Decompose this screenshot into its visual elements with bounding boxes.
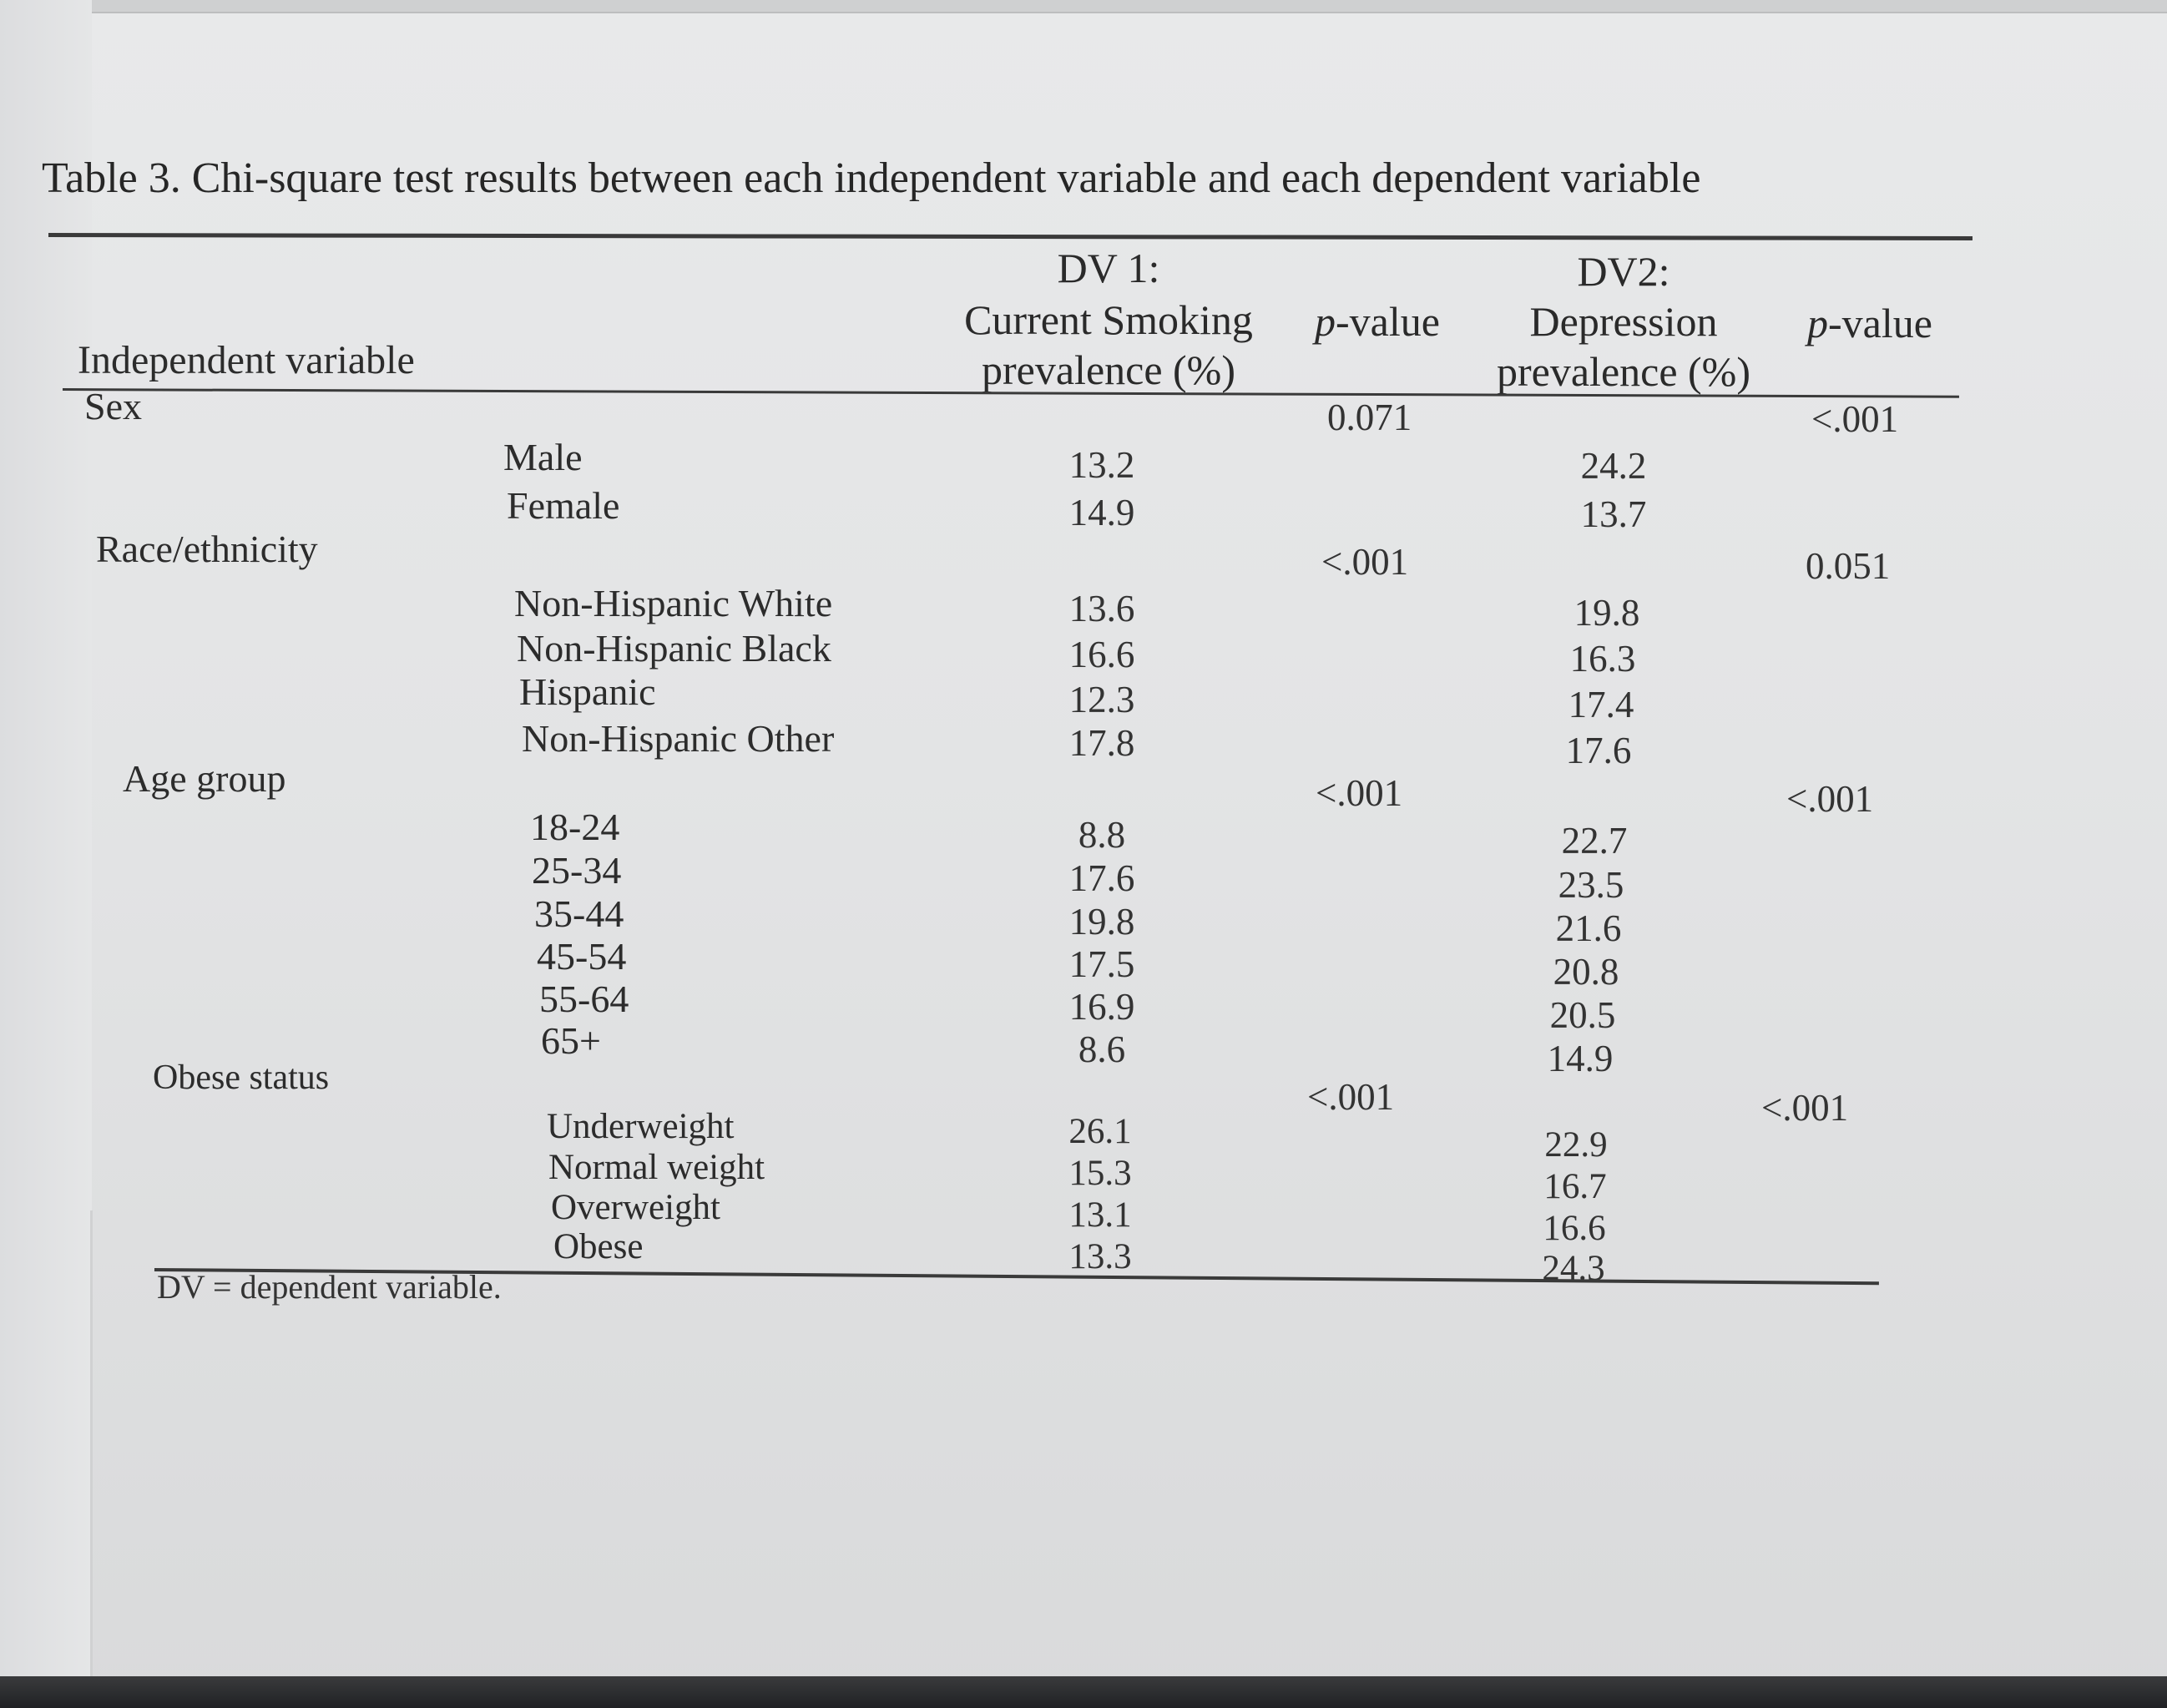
cell-smoking-age-55-64: 16.9 [1068, 986, 1135, 1028]
header-dv2-unit: prevalence (%) [1497, 348, 1750, 395]
row-label-age-18-24: 18-24 [530, 806, 620, 848]
row-label-underweight: Underweight [547, 1107, 735, 1146]
group-label-obese-status: Obese status [153, 1059, 330, 1097]
pvalue-smoking-race: <.001 [1321, 541, 1409, 583]
pvalue-smoking-age: <.001 [1316, 772, 1403, 814]
header-dv2-description: Depression [1529, 298, 1718, 345]
cell-smoking-obese: 13.3 [1068, 1237, 1132, 1276]
table-title: Table 3. Chi-square test results between each independent variable and each dependent variable [42, 154, 1701, 202]
table-footnote: DV = dependent variable. [157, 1268, 502, 1306]
cell-depression-underweight: 22.9 [1544, 1125, 1608, 1165]
header-pvalue-smoking-italic: p [1315, 298, 1336, 345]
row-label-age-35-44: 35-44 [534, 892, 624, 935]
header-pvalue-smoking-text: -value [1336, 298, 1440, 345]
cell-depression-age-25-34: 23.5 [1558, 864, 1624, 906]
cell-smoking-normal-weight: 15.3 [1068, 1154, 1132, 1193]
cell-depression-nh-other: 17.6 [1565, 730, 1632, 771]
header-dv1-unit: prevalence (%) [982, 346, 1235, 393]
cell-smoking-age-45-54: 17.5 [1068, 943, 1135, 985]
table-top-rule [48, 233, 1973, 240]
cell-depression-hispanic: 17.4 [1568, 684, 1634, 725]
cell-depression-nh-white: 19.8 [1573, 592, 1640, 634]
row-label-non-hispanic-black: Non-Hispanic Black [517, 627, 831, 670]
cell-smoking-age-18-24: 8.8 [1078, 814, 1126, 856]
row-label-age-25-34: 25-34 [532, 849, 622, 892]
cell-depression-age-55-64: 20.5 [1549, 994, 1616, 1036]
cell-smoking-age-25-34: 17.6 [1068, 857, 1135, 899]
cell-smoking-age-65-plus: 8.6 [1078, 1028, 1126, 1070]
row-label-hispanic: Hispanic [519, 670, 656, 713]
cell-depression-age-45-54: 20.8 [1553, 951, 1619, 993]
pvalue-depression-sex: <.001 [1811, 398, 1899, 440]
group-label-race-ethnicity: Race/ethnicity [96, 528, 318, 570]
cell-depression-normal-weight: 16.7 [1543, 1167, 1607, 1206]
row-label-non-hispanic-other: Non-Hispanic Other [522, 717, 835, 760]
group-label-age-group: Age group [123, 757, 286, 800]
header-dv2-label: DV2: [1577, 248, 1670, 295]
cell-depression-male: 24.2 [1580, 445, 1647, 487]
row-label-age-45-54: 45-54 [537, 935, 627, 978]
cell-smoking-hispanic: 12.3 [1068, 679, 1135, 720]
header-dv1-description: Current Smoking [964, 296, 1253, 343]
cell-depression-age-18-24: 22.7 [1561, 820, 1628, 862]
cell-smoking-nh-other: 17.8 [1068, 722, 1135, 764]
row-label-age-55-64: 55-64 [539, 978, 629, 1020]
header-pvalue-depression [1778, 302, 1962, 344]
cell-depression-obese: 24.3 [1542, 1249, 1605, 1288]
cell-smoking-nh-white: 13.6 [1068, 588, 1135, 629]
pvalue-depression-obese: <.001 [1761, 1087, 1849, 1129]
cell-depression-overweight: 16.6 [1543, 1209, 1606, 1248]
row-label-age-65-plus: 65+ [541, 1019, 601, 1062]
monitor-bezel [0, 1676, 2167, 1708]
cell-smoking-nh-black: 16.6 [1068, 634, 1135, 675]
cell-smoking-female: 14.9 [1068, 492, 1135, 533]
cell-smoking-overweight: 13.1 [1068, 1195, 1132, 1235]
cell-smoking-age-35-44: 19.8 [1068, 901, 1135, 942]
header-independent-variable: Independent variable [78, 338, 415, 382]
row-label-normal-weight: Normal weight [548, 1148, 765, 1187]
group-label-sex: Sex [84, 385, 142, 427]
row-label-female: Female [507, 484, 620, 527]
pvalue-smoking-sex: 0.071 [1327, 397, 1412, 438]
cell-depression-age-35-44: 21.6 [1555, 907, 1622, 949]
cell-smoking-underweight: 26.1 [1068, 1112, 1132, 1151]
pvalue-depression-age: <.001 [1786, 778, 1874, 820]
cell-depression-nh-black: 16.3 [1569, 638, 1636, 680]
row-label-obese: Obese [553, 1227, 644, 1266]
row-label-male: Male [503, 436, 583, 478]
cell-smoking-male: 13.2 [1068, 444, 1135, 486]
header-pvalue-depression-italic: p [1807, 300, 1829, 346]
header-pvalue-depression-text: -value [1828, 300, 1932, 346]
cell-depression-age-65-plus: 14.9 [1547, 1038, 1614, 1079]
header-pvalue-smoking [1286, 298, 1469, 345]
pvalue-smoking-obese: <.001 [1307, 1076, 1395, 1118]
cell-depression-female: 13.7 [1580, 493, 1647, 535]
header-dv1-label: DV 1: [1057, 245, 1160, 291]
row-label-overweight: Overweight [551, 1188, 720, 1227]
row-label-non-hispanic-white: Non-Hispanic White [514, 582, 833, 624]
pvalue-depression-race: 0.051 [1806, 545, 1891, 587]
